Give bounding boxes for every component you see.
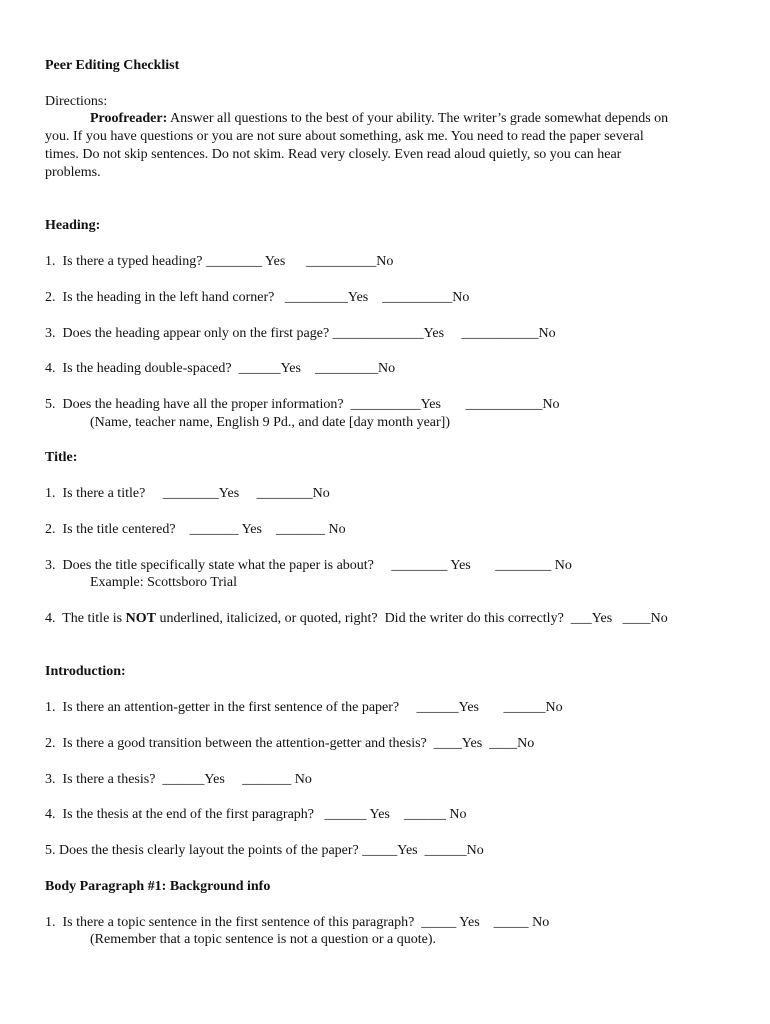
title-question-4 — [45, 610, 668, 628]
page-title: Peer Editing Checklist — [45, 58, 180, 73]
title-question-4-post: underlined, italicized, or quoted, right? Did the writer do this correctly? ___Yes ____No — [155, 611, 668, 626]
title-question-3: 3. Does the title specifically state what the paper is about? ________ Yes ________ No — [45, 558, 572, 573]
directions-line-2: you. If you have questions or you are not sure about something, ask me. You need to read the paper several — [45, 129, 644, 144]
heading-question-5-note: (Name, teacher name, English 9 Pd., and date [day month year]) — [90, 415, 450, 430]
introduction-question-4: 4. Is the thesis at the end of the first paragraph? ______ Yes ______ No — [45, 807, 467, 822]
introduction-question-2: 2. Is there a good transition between the attention-getter and thesis? ____Yes ____No — [45, 736, 535, 751]
section-heading-title: Heading: — [45, 218, 101, 233]
directions-label: Directions: — [45, 94, 108, 109]
title-question-1: 1. Is there a title? ________Yes ________No — [45, 486, 330, 501]
heading-question-2: 2. Is the heading in the left hand corner? _________Yes __________No — [45, 290, 470, 305]
heading-question-4: 4. Is the heading double-spaced? ______Yes _________No — [45, 361, 396, 376]
title-question-2: 2. Is the title centered? _______ Yes _______ No — [45, 522, 346, 537]
title-question-4-emphasis: NOT — [125, 611, 156, 626]
heading-question-5: 5. Does the heading have all the proper information? __________Yes ___________No — [45, 397, 560, 412]
introduction-question-5: 5. Does the thesis clearly layout the points of the paper? _____Yes ______No — [45, 843, 484, 858]
proofreader-label: Proofreader: — [90, 111, 168, 126]
body-1-question-1-note: (Remember that a topic sentence is not a question or a quote). — [90, 932, 437, 947]
directions-paragraph — [45, 110, 730, 182]
section-title-title: Title: — [45, 450, 78, 465]
directions-line-1: Answer all questions to the best of your ability. The writer’s grade somewhat depends on — [169, 111, 669, 126]
section-introduction-title: Introduction: — [45, 664, 126, 679]
section-body-1-title: Body Paragraph #1: Background info — [45, 879, 271, 894]
title-question-3-note: Example: Scottsboro Trial — [90, 575, 237, 590]
heading-question-3: 3. Does the heading appear only on the first page? _____________Yes ___________No — [45, 326, 556, 341]
heading-question-1: 1. Is there a typed heading? ________ Yes __________No — [45, 254, 394, 269]
title-question-4-pre: 4. The title is — [45, 611, 126, 626]
introduction-question-1: 1. Is there an attention-getter in the first sentence of the paper? ______Yes ______No — [45, 700, 563, 715]
directions-line-3: times. Do not skip sentences. Do not skim. Read very closely. Even read aloud quietly, so you can hear — [45, 147, 622, 162]
body-1-question-1: 1. Is there a topic sentence in the first sentence of this paragraph? _____ Yes _____ No — [45, 915, 550, 930]
introduction-question-3: 3. Is there a thesis? ______Yes _______ No — [45, 772, 312, 787]
directions-line-4: problems. — [45, 165, 101, 180]
